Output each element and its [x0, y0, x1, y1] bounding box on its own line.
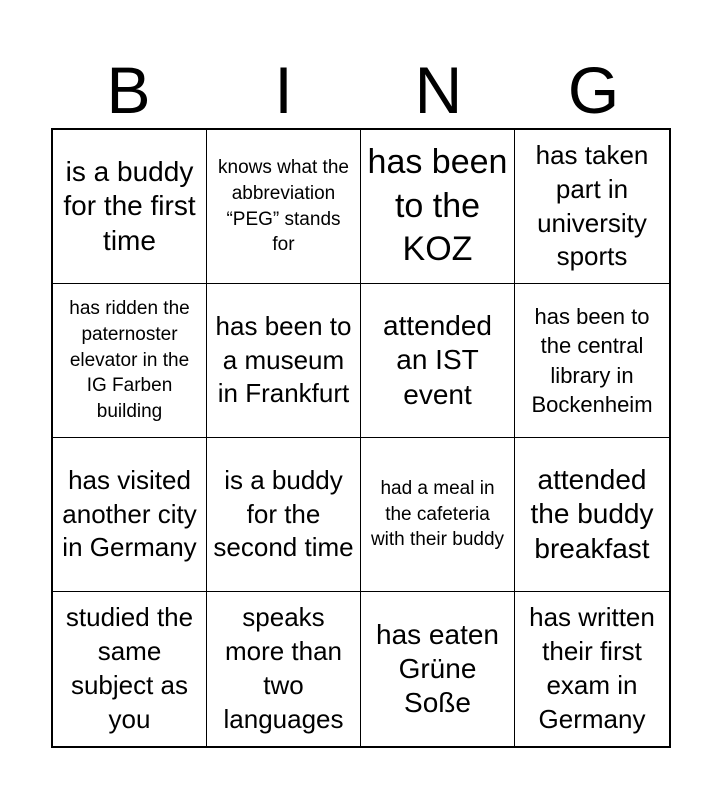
- bingo-cell[interactable]: [515, 592, 669, 746]
- bingo-cell-text: has ridden the paternoster elevator in the IG Farben building: [69, 297, 190, 423]
- bingo-cell[interactable]: [361, 438, 515, 592]
- bingo-cell-text: speaks more than two languages: [223, 602, 344, 734]
- bingo-cell[interactable]: [53, 438, 207, 592]
- bingo-cell[interactable]: [53, 284, 207, 438]
- bingo-cell-text: is a buddy for the second time: [213, 464, 354, 563]
- bingo-cell-text: has taken part in university sports: [535, 139, 649, 272]
- bingo-cell[interactable]: [207, 284, 361, 438]
- bingo-cell[interactable]: [53, 130, 207, 284]
- bingo-header: [51, 52, 671, 128]
- header-letter-g: G: [567, 53, 620, 127]
- bingo-cell[interactable]: [207, 438, 361, 592]
- bingo-cell-text: has been to the KOZ: [367, 143, 508, 269]
- bingo-cell-text: has written their first exam in Germany: [529, 602, 655, 734]
- bingo-cell[interactable]: [515, 438, 669, 592]
- bingo-cell-text: attended the buddy breakfast: [530, 464, 654, 564]
- bingo-cell-text: knows what the abbreviation “PEG” stands for: [218, 156, 349, 256]
- bingo-cell-text: studied the same subject as you: [65, 602, 194, 734]
- bingo-cell-text: has been to a museum in Frankfurt: [215, 310, 352, 409]
- bingo-cell[interactable]: [207, 592, 361, 746]
- bingo-cell-text: is a buddy for the first time: [63, 156, 196, 256]
- bingo-cell-text: has eaten Grüne Soße: [376, 618, 499, 719]
- bingo-cell[interactable]: [515, 130, 669, 284]
- bingo-cell[interactable]: [361, 592, 515, 746]
- bingo-cell-text: has visited another city in Germany: [62, 464, 197, 563]
- header-letter-n: N: [414, 53, 463, 127]
- bingo-cell-text: had a meal in the cafeteria with their buddy: [370, 477, 505, 551]
- header-letter-b: B: [106, 53, 151, 127]
- bingo-cell-text: has been to the central library in Bockenheim: [531, 304, 653, 417]
- bingo-cell[interactable]: [361, 130, 515, 284]
- bingo-cell-text: attended an IST event: [383, 310, 492, 410]
- header-letter-i: I: [274, 53, 293, 127]
- bingo-cell[interactable]: [207, 130, 361, 284]
- bingo-cell[interactable]: [515, 284, 669, 438]
- bingo-card-grid: [51, 128, 671, 748]
- bingo-cell[interactable]: [361, 284, 515, 438]
- bingo-cell[interactable]: [53, 592, 207, 746]
